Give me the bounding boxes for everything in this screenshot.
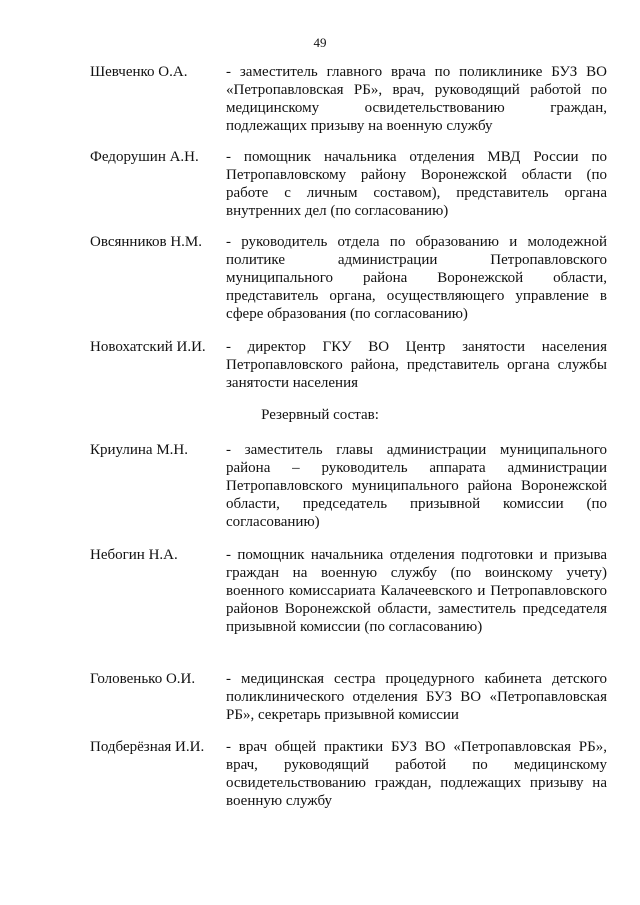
section-title-reserve: Резервный состав:	[261, 407, 379, 423]
member-name: Федорушин А.Н.	[90, 149, 199, 165]
member-description: - директор ГКУ ВО Центр занятости населения Петропавловского района, представитель органа службы занятости населения	[226, 339, 607, 391]
member-name: Небогин Н.А.	[90, 547, 178, 563]
member-name: Подберёзная И.И.	[90, 739, 205, 755]
member-description: - помощник начальника отделения МВД России по Петропавловскому району Воронежской области (по работе с личным составом), представитель органа внутренних дел (по согласованию)	[226, 149, 607, 219]
member-description: - заместитель главного врача по поликлинике БУЗ ВО «Петропавловская РБ», врач, руководящий работой по медицинскому освидетельствованию граждан, подлежащих призыву на военную службу	[226, 64, 607, 134]
member-description: - врач общей практики БУЗ ВО «Петропавловская РБ», врач, руководящий работой по медицинскому освидетельствованию граждан, подлежащих призыву на военную службу	[226, 739, 607, 809]
page-number: 49	[313, 35, 327, 50]
member-name: Овсянников Н.М.	[90, 234, 202, 250]
member-description: - руководитель отдела по образованию и молодежной политике администрации Петропавловского муниципального района Воронежской области, представитель органа, осуществляющего управление в сфере образования (по согласованию)	[226, 234, 607, 322]
member-name: Головенько О.И.	[90, 671, 196, 687]
member-name: Криулина М.Н.	[90, 442, 188, 458]
member-name: Новохатский И.И.	[90, 339, 206, 355]
member-name: Шевченко О.А.	[90, 64, 188, 80]
member-description: - помощник начальника отделения подготовки и призыва граждан на военную службу (по воинскому учету) военного комиссариата Калачеевского и Петропавловского районов Воронежской области, заместитель председателя призывной комиссии (по согласованию)	[226, 547, 607, 635]
member-description: - медицинская сестра процедурного кабинета детского поликлинического отделения БУЗ ВО «Петропавловская РБ», секретарь призывной комиссии	[226, 671, 607, 723]
member-description: - заместитель главы администрации муниципального района – руководитель аппарата администрации Петропавловского муниципального района Воронежской области, председатель призывной комиссии (по согласованию)	[226, 442, 607, 530]
